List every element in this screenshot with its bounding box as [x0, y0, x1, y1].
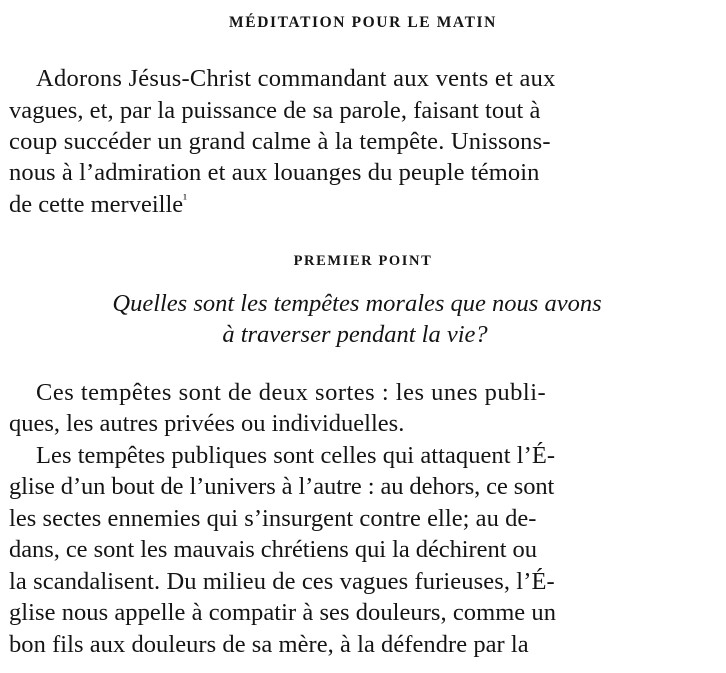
intro-line-2: vagues, et, par la puissance de sa parole, faisant tout à — [9, 97, 541, 124]
intro-line-5-text: de cette merveille — [9, 191, 184, 218]
body-line-1: Ces tempêtes sont de deux sortes : les unes publi- — [36, 379, 547, 406]
intro-line-3: coup succéder un grand calme à la tempête. Unissons- — [9, 128, 551, 155]
section-heading: MÉDITATION POUR LE MATIN — [229, 14, 497, 31]
intro-line-1: Adorons Jésus-Christ commandant aux vents et aux — [36, 65, 556, 92]
body-line-3: Les tempêtes publiques sont celles qui attaquent l’É- — [36, 442, 556, 469]
body-line-6: dans, ce sont les mauvais chrétiens qui la déchirent ou — [9, 536, 537, 563]
question-line-2: à traverser pendant la vie? — [222, 321, 488, 348]
body-line-4: glise d’un bout de l’univers à l’autre : au dehors, ce sont — [9, 473, 555, 500]
body-line-8: glise nous appelle à compatir à ses douleurs, comme un — [9, 599, 556, 626]
footnote-marker: ¹ — [183, 190, 188, 206]
body-line-2: ques, les autres privées ou individuelles. — [9, 410, 405, 437]
intro-line-5 — [9, 190, 269, 220]
body-line-7: la scandalisent. Du milieu de ces vagues furieuses, l’É- — [9, 568, 555, 595]
point-heading: PREMIER POINT — [293, 253, 433, 269]
intro-line-4: nous à l’admiration et aux louanges du peuple témoin — [9, 159, 540, 186]
question-line-1: Quelles sont les tempêtes morales que nous avons — [112, 290, 602, 317]
body-line-5: les sectes ennemies qui s’insurgent contre elle; au de- — [9, 505, 537, 532]
body-line-9: bon fils aux douleurs de sa mère, à la défendre par la — [9, 631, 529, 658]
